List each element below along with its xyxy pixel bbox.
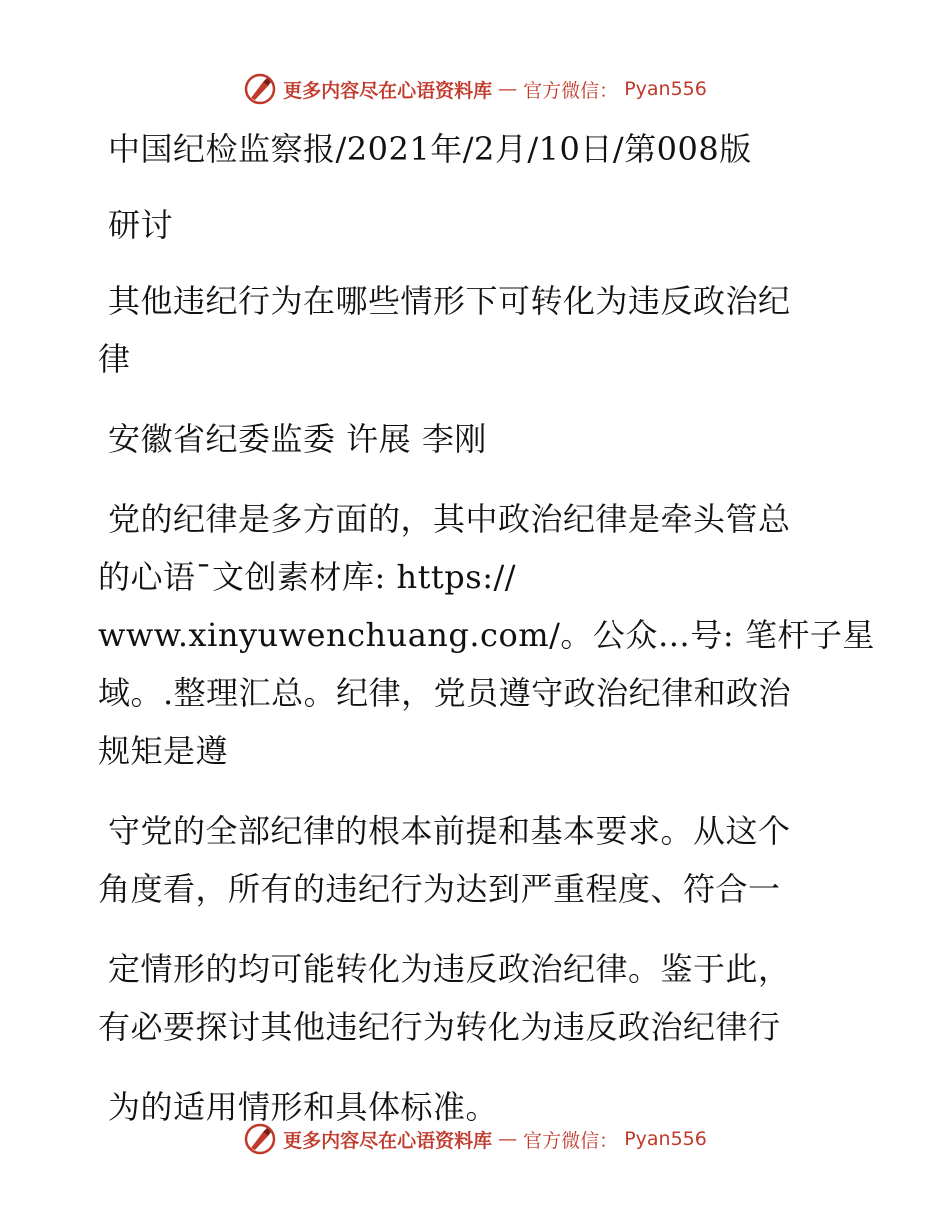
authors-line: 安徽省纪委监委 许展 李刚 [108, 420, 487, 458]
paragraph-line: 为的适用情形和具体标准。 [108, 1088, 499, 1126]
paragraph [98, 802, 838, 918]
section-label: 研讨 [108, 206, 174, 244]
article-title [98, 272, 838, 388]
watermark-main-text: 更多内容尽在心语资料库 [283, 79, 493, 102]
paragraph [98, 490, 875, 780]
title-line: 其他违纪行为在哪些情形下可转化为违反政治纪 [108, 282, 791, 320]
watermark-wechat-id: Pyan556 [624, 78, 707, 100]
watermark-wechat-label: 官方微信： [523, 79, 619, 102]
pen-logo-icon [243, 72, 277, 106]
paragraph-line: www.xinyuwenchuang.com/。公众…号: 笔杆子星 [98, 616, 875, 654]
title-line: 律 [98, 340, 131, 378]
paragraph-line: 域。.整理汇总。纪律，党员遵守政治纪律和政治 [98, 674, 792, 712]
watermark-footer [0, 1122, 950, 1156]
source-line: 中国纪检监察报/2021年/2月/10日/第008版 [108, 130, 752, 168]
paragraph-line: 党的纪律是多方面的，其中政治纪律是牵头管总 [108, 500, 791, 538]
watermark-header [0, 72, 950, 106]
article-body [98, 120, 875, 1136]
paragraph-line: 规矩是遵 [98, 732, 229, 770]
watermark-dash: — [498, 1128, 518, 1150]
paragraph-line: 守党的全部纪律的根本前提和基本要求。从这个 [108, 812, 791, 850]
pen-logo-icon [243, 1122, 277, 1156]
paragraph-line: 的心语¯文创素材库: https:// [98, 558, 517, 596]
watermark-wechat-id: Pyan556 [624, 1128, 707, 1150]
paragraph [98, 940, 838, 1056]
paragraph-line: 定情形的均可能转化为违反政治纪律。鉴于此， [108, 950, 791, 988]
watermark-wechat-label: 官方微信： [523, 1129, 619, 1152]
watermark-main-text: 更多内容尽在心语资料库 [283, 1129, 493, 1152]
paragraph-line: 有必要探讨其他违纪行为转化为违反政治纪律行 [98, 1008, 781, 1046]
watermark-dash: — [498, 78, 518, 100]
paragraph-line: 角度看，所有的违纪行为达到严重程度、符合一 [98, 870, 781, 908]
